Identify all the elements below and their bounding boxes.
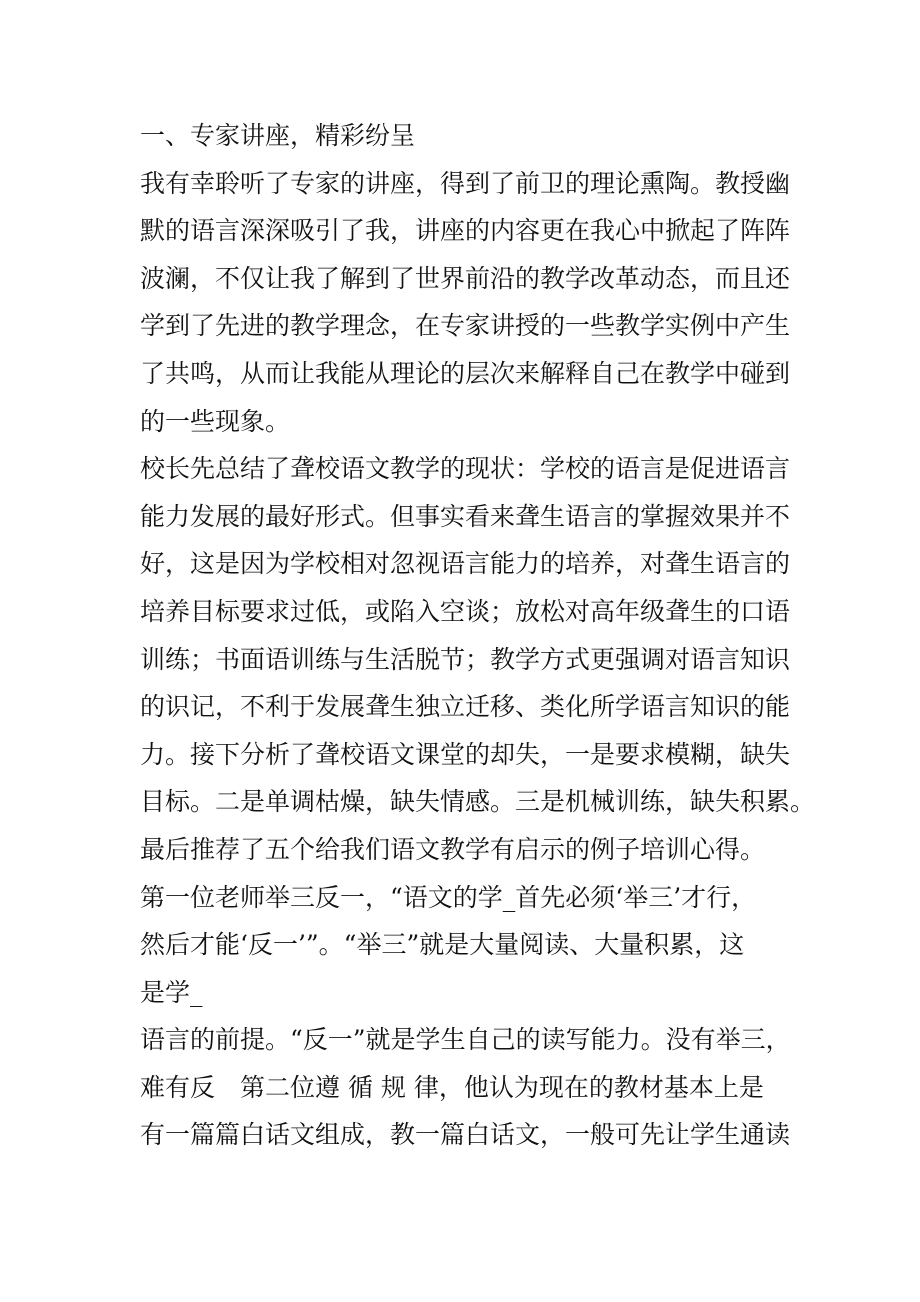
text-line: 最后推荐了五个给我们语文教学有启示的例子培训心得。	[140, 834, 766, 864]
text-line: 我有幸聆听了专家的讲座，得到了前卫的理论熏陶。教授幽	[140, 168, 791, 198]
text-line: 第一位老师举三反一，“语文的学_首先必须‘举三’才行，	[140, 882, 757, 912]
text-line: 力。接下分析了聋校语文课堂的却失，一是要求模糊，缺失	[140, 739, 791, 769]
text-line: 然后才能‘反一’”。“举三”就是大量阅读、大量积累，这	[140, 930, 745, 960]
text-line: 有一篇篇白话文组成，教一篇白话文，一般可先让学生通读	[140, 1120, 791, 1150]
text-line: 培养目标要求过低，或陷入空谈；放松对高年级聋生的口语	[140, 596, 791, 626]
text-line: 的识记，不利于发展聋生独立迁移、类化所学语言知识的能	[140, 692, 791, 722]
text-line: 能力发展的最好形式。但事实看来聋生语言的掌握效果并不	[140, 501, 791, 531]
text-line: 目标。二是单调枯燥，缺失情感。三是机械训练，缺失积累。	[140, 787, 816, 817]
text-line: 的一些现象。	[140, 406, 291, 436]
text-line: 训练；书面语训练与生活脱节；教学方式更强调对语言知识	[140, 644, 791, 674]
text-line: 好，这是因为学校相对忽视语言能力的培养，对聋生语言的	[140, 549, 791, 579]
document-page	[140, 112, 816, 1159]
text-line: 了共鸣，从而让我能从理论的层次来解释自己在教学中碰到	[140, 358, 791, 388]
text-line: 波澜，不仅让我了解到了世界前沿的教学改革动态，而且还	[140, 263, 791, 293]
text-line: 是学_	[140, 977, 203, 1007]
text-line: 学到了先进的教学理念，在专家讲授的一些教学实例中产生	[140, 311, 791, 341]
text-line: 校长先总结了聋校语文教学的现状：学校的语言是促进语言	[140, 454, 791, 484]
text-line: 默的语言深深吸引了我，讲座的内容更在我心中掀起了阵阵	[140, 216, 791, 246]
text-line: 语言的前提。“反一”就是学生自己的读写能力。没有举三，	[140, 1025, 791, 1055]
section-heading: 一、专家讲座，精彩纷呈	[140, 121, 416, 150]
text-line: 难有反 第二位遵 循 规 律，他认为现在的教材基本上是	[140, 1072, 764, 1102]
